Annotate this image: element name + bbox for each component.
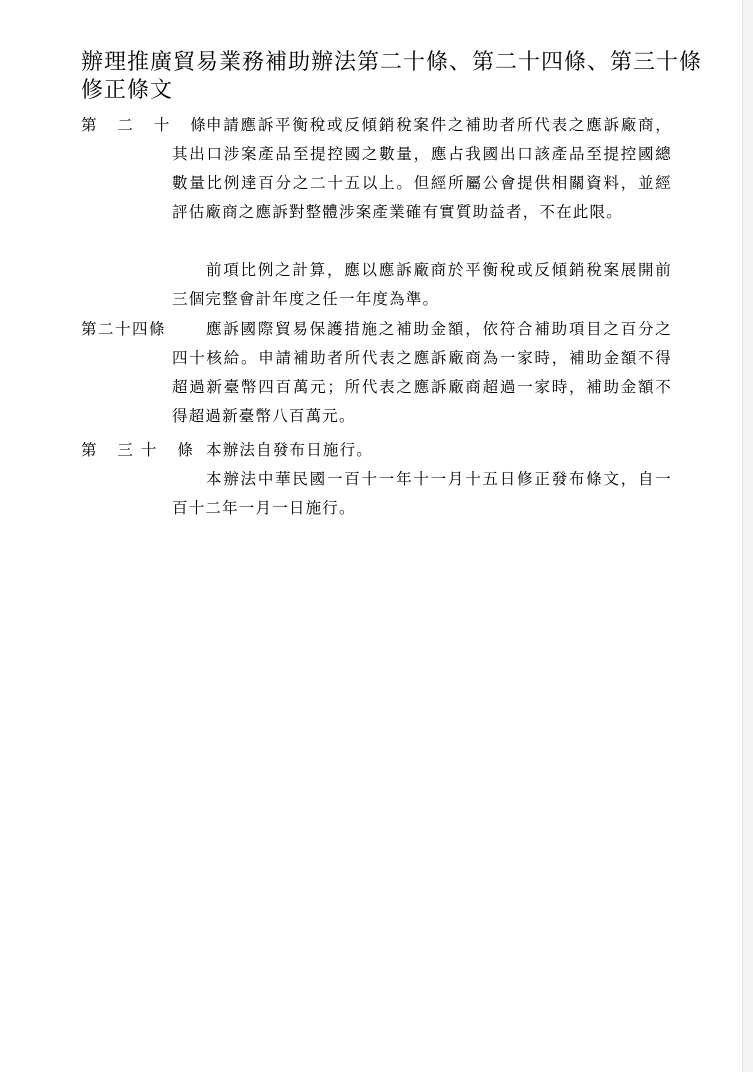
article-20-label: 第 二 十 條 [81,116,214,134]
article-20-paragraph-1: 申請應訴平衡稅或反傾銷稅案件之補助者所代表之應訴廠商，其出口涉案產品至提控國之數量，應占我國出口該產品至提控國總數量比例達百分之二十五以上。但經所屬公會提供相關資料，並經評估廠商之應訴對整體涉案產業確有實質助益者，不在此限。 [172,116,672,221]
article-30-paragraph-1: 本辦法自發布日施行。 [206,441,374,459]
article-30-paragraph-2: 本辦法中華民國一百十一年十一月十五日修正發布條文，自一百十二年一月一日施行。 [172,470,672,517]
article-30-label: 第 三十 條 [81,441,201,459]
article-24-label: 第二十四條 [81,320,167,338]
article-24-paragraph-1: 應訴國際貿易保護措施之補助金額，依符合補助項目之百分之四十核給。申請補助者所代表之應訴廠商為一家時，補助金額不得超過新臺幣四百萬元；所代表之應訴廠商超過一家時，補助金額不得超過新臺幣八百萬元。 [172,320,672,425]
document-title: 辦理推廣貿易業務補助辦法第二十條、第二十四條、第三十條修正條文 [81,50,703,103]
article-20-paragraph-2: 前項比例之計算，應以應訴廠商於平衡稅或反傾銷稅案展開前三個完整會計年度之任一年度為準。 [172,261,672,308]
page-edge [742,0,753,1072]
